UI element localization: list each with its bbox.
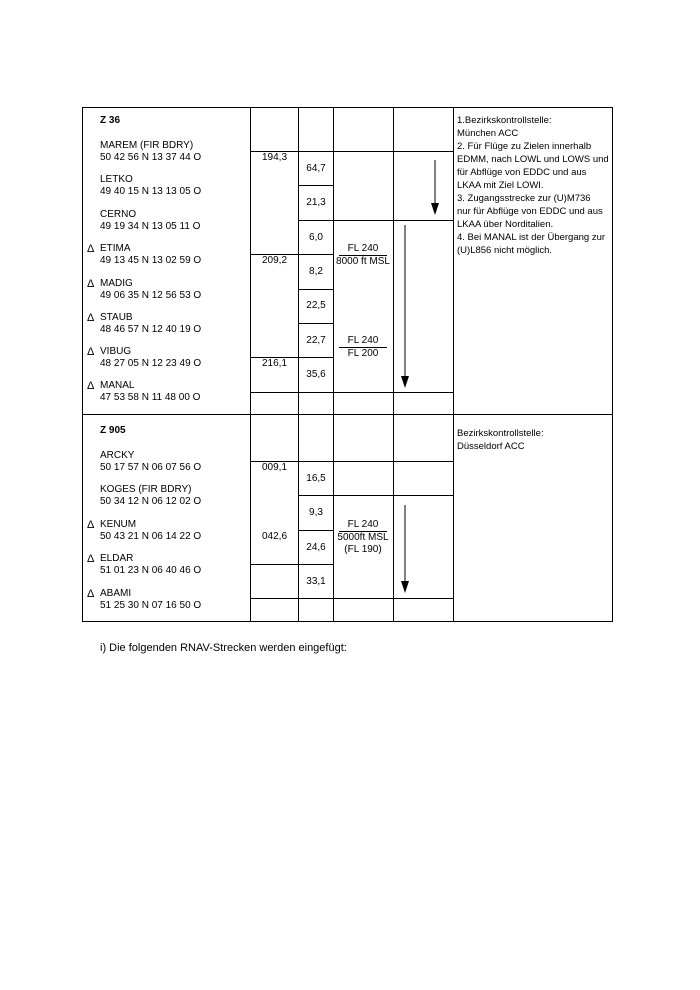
arrow-down-icon xyxy=(401,505,409,593)
remark-line: EDMM, nach LOWL und LOWS und xyxy=(457,154,609,165)
distance-value: 8,2 xyxy=(309,266,323,277)
waypoint-coord: 51 01 23 N 06 40 46 O xyxy=(100,565,202,576)
waypoint-name: MADIG xyxy=(100,278,133,289)
waypoint-name: KOGES (FIR BDRY) xyxy=(100,484,192,495)
remark-line: für Abflüge von EDDC und aus xyxy=(457,167,587,178)
waypoint-coord: 49 40 15 N 13 13 05 O xyxy=(100,186,202,197)
waypoint-coord: 50 34 12 N 06 12 02 O xyxy=(100,496,202,507)
arrow-down-icon xyxy=(431,160,439,215)
waypoint-name: CERNO xyxy=(100,209,137,220)
triangle-icon: Δ xyxy=(87,278,95,290)
distance-value: 6,0 xyxy=(309,232,323,243)
waypoint-name: MAREM (FIR BDRY) xyxy=(100,140,194,151)
route-name: Z 905 xyxy=(100,425,126,436)
remark-line: (U)L856 nicht möglich. xyxy=(457,245,553,256)
remark-line: Bezirkskontrollstelle: xyxy=(457,428,544,439)
remark-line: 3. Zugangsstrecke zur (U)M736 xyxy=(457,193,591,204)
waypoint-name: ELDAR xyxy=(100,553,134,564)
track-value: 042,6 xyxy=(262,531,288,542)
distance-value: 22,5 xyxy=(306,300,326,311)
distance-value: 33,1 xyxy=(306,576,326,587)
waypoint-coord: 50 43 21 N 06 14 22 O xyxy=(100,531,202,542)
track-value: 194,3 xyxy=(262,152,288,163)
remark-line: LKAA mit Ziel LOWI. xyxy=(457,180,544,191)
remark-line: Düsseldorf ACC xyxy=(457,441,525,452)
remark-line: 2. Für Flüge zu Zielen innerhalb xyxy=(457,141,592,152)
distance-value: 22,7 xyxy=(306,335,326,346)
waypoint-name: STAUB xyxy=(100,312,133,323)
triangle-icon: Δ xyxy=(87,553,95,565)
route-name: Z 36 xyxy=(100,115,121,126)
waypoint-coord: 49 13 45 N 13 02 59 O xyxy=(100,255,202,266)
distance-value: 64,7 xyxy=(306,163,326,174)
track-value: 209,2 xyxy=(262,255,288,266)
waypoint-name: ETIMA xyxy=(100,243,131,254)
distance-value: 35,6 xyxy=(306,369,326,380)
waypoint-coord: 50 42 56 N 13 37 44 O xyxy=(100,152,202,163)
triangle-icon: Δ xyxy=(87,312,95,324)
waypoint-name: ABAMI xyxy=(100,588,132,599)
triangle-icon: Δ xyxy=(87,519,95,531)
waypoint-name: MANAL xyxy=(100,380,135,391)
waypoint-name: VIBUG xyxy=(100,346,132,357)
remark-line: 4. Bei MANAL ist der Übergang zur xyxy=(457,232,606,243)
waypoint-coord: 51 25 30 N 07 16 50 O xyxy=(100,600,202,611)
triangle-icon: Δ xyxy=(87,588,95,600)
track-value: 216,1 xyxy=(262,358,288,369)
waypoint-coord: 50 17 57 N 06 07 56 O xyxy=(100,462,202,473)
waypoint-coord: 49 06 35 N 12 56 53 O xyxy=(100,290,202,301)
remark-line: nur für Abflüge von EDDC und aus xyxy=(457,206,603,217)
track-value: 009,1 xyxy=(262,462,288,473)
distance-value: 24,6 xyxy=(306,542,326,553)
upper-limit: FL 240 xyxy=(339,335,387,348)
remark-line: LKAA über Norditalien. xyxy=(457,219,554,230)
remark-line: 1.Bezirkskontrollstelle: xyxy=(457,115,552,126)
lower-limit: 5000ft MSL xyxy=(337,532,389,543)
distance-value: 21,3 xyxy=(306,197,326,208)
lower-limit: 8000 ft MSL xyxy=(336,256,390,267)
footer-text: i) Die folgenden RNAV-Strecken werden eingefügt: xyxy=(100,642,347,654)
triangle-icon: Δ xyxy=(87,380,95,392)
distance-value: 9,3 xyxy=(309,507,323,518)
triangle-icon: Δ xyxy=(87,346,95,358)
distance-value: 16,5 xyxy=(306,473,326,484)
upper-limit: FL 240 xyxy=(339,519,387,532)
waypoint-name: LETKO xyxy=(100,174,133,185)
lower-limit-extra: (FL 190) xyxy=(344,544,382,555)
waypoint-coord: 49 19 34 N 13 05 11 O xyxy=(100,221,201,232)
arrow-down-icon xyxy=(401,225,409,388)
waypoint-name: KENUM xyxy=(100,519,137,530)
waypoint-coord: 47 53 58 N 11 48 00 O xyxy=(100,392,201,403)
lower-limit: FL 200 xyxy=(347,348,379,359)
waypoint-coord: 48 27 05 N 12 23 49 O xyxy=(100,358,202,369)
upper-limit: FL 240 xyxy=(339,243,387,256)
triangle-icon: Δ xyxy=(87,243,95,255)
waypoint-name: ARCKY xyxy=(100,450,135,461)
waypoint-coord: 48 46 57 N 12 40 19 O xyxy=(100,324,202,335)
remark-line: München ACC xyxy=(457,128,519,139)
